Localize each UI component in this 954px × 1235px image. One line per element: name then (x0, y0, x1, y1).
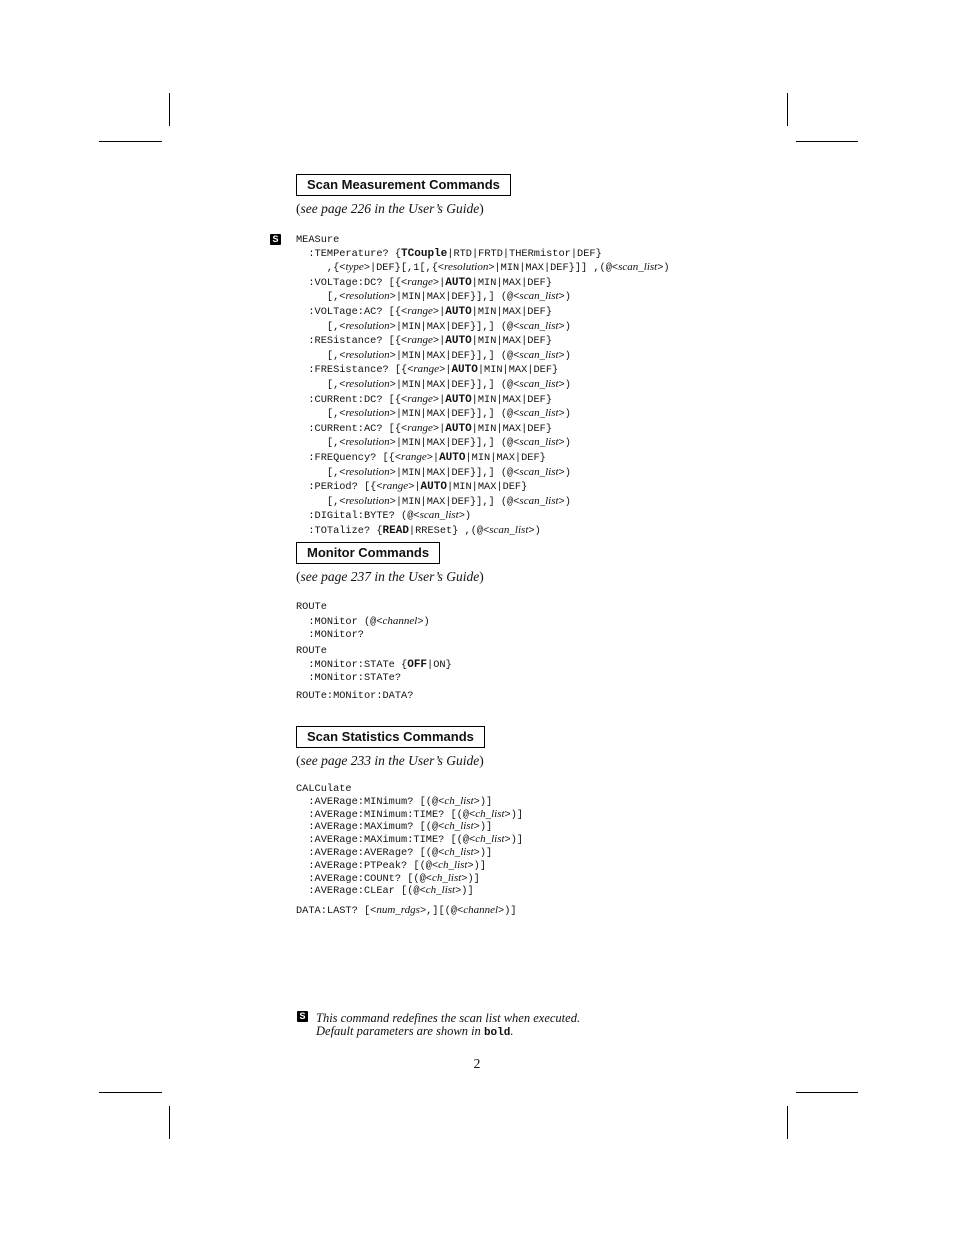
route-root: ROUTe (296, 645, 327, 657)
footnote (316, 1012, 580, 1040)
section-title: Scan Measurement Commands (296, 174, 511, 196)
statistics-command-list: CALCulate :AVERage:MINimum? [(@<ch_list>)] :AVERage:MINimum:TIME? [(@<ch_list>)] :AVERage:MAXimum? [(@<ch_list>)] :AVERage:MAXimum:TIME? [(@<ch_list>)] :AVERage:AVERage? [(@<ch_list>)] :AVERage:PTPeak? [(@<ch_list>)] :AVERage:COUNt? [(@<ch_list>)] :AVERage:CLEar [(@<ch_list>)] (296, 783, 524, 898)
crop-mark (787, 1106, 788, 1139)
monitor-section (296, 542, 484, 585)
footnote-badge: S (297, 1011, 308, 1022)
crop-mark (169, 1106, 170, 1139)
section-title: Monitor Commands (296, 542, 440, 564)
monitor-command-list: ROUTe :MONitor (@<channel>) :MONitor? (296, 601, 430, 642)
crop-mark (796, 141, 858, 142)
crop-mark (99, 1092, 162, 1093)
scan-list-badge: S (270, 234, 281, 245)
scan-statistics-section (296, 726, 485, 769)
monitor-state-command-list: ROUTe :MONitor:STATe {OFF|ON} :MONitor:STATe? (296, 645, 452, 685)
data-last-command: DATA:LAST? [<num_rdgs>,][(@<channel>)] (296, 904, 517, 917)
see-page-reference: (see page 233 in the User’s Guide) (296, 753, 484, 768)
monitor-data-command: ROUTe:MONitor:DATA? (296, 690, 414, 702)
measure-command-list: MEASure :TEMPerature? {TCouple|RTD|FRTD|THERmistor|DEF} ,{<type>|DEF}[,1[,{<resolution>|MIN|MAX|DEF}]] ,(@<scan_list>) :VOLTage:DC? [{<range>|AUTO|MIN|MAX|DEF} [,<resolution>|MIN|MAX|DEF}],] (@<scan_list>) :VOLTage:AC? [{<range>|AUTO|MIN|MAX|DEF} [,<resolution>|MIN|MAX|DEF}],] (@<scan_list>) :RESistance? [{<range>|AUTO|MIN|MAX|DEF} [,<resolution>|MIN|MAX|DEF}],] (@<scan_list>) :FRESistance? [{<range>|AUTO|MIN|MAX|DEF} [,<resolution>|MIN|MAX|DEF}],] (@<scan_list>) :CURRent:DC? [{<range>|AUTO|MIN|MAX|DEF} [,<resolution>|MIN|MAX|DEF}],] (@<scan_list>) :CURRent:AC? [{<range>|AUTO|MIN|MAX|DEF} [,<resolution>|MIN|MAX|DEF}],] (@<scan_list>) :FREQuency? [{<range>|AUTO|MIN|MAX|DEF} [,<resolution>|MIN|MAX|DEF}],] (@<scan_list>) :PERiod? [{<range>|AUTO|MIN|MAX|DEF} [,<resolution>|MIN|MAX|DEF}],] (@<scan_list>) :DIGital:BYTE? (@<scan_list>) :TOTalize? {READ|RRESet} ,(@<scan_list>) (296, 234, 670, 537)
see-page-reference: (see page 237 in the User’s Guide) (296, 569, 484, 584)
calculate-root: CALCulate (296, 783, 352, 795)
crop-mark (99, 141, 162, 142)
crop-mark (787, 93, 788, 126)
footnote-line-1: This command redefines the scan list when executed. (316, 1011, 581, 1025)
page-number: 2 (473, 1056, 481, 1071)
see-page-reference: (see page 226 in the User’s Guide) (296, 201, 484, 216)
footnote-line-2: Default parameters are shown in bold. (316, 1024, 514, 1039)
section-title: Scan Statistics Commands (296, 726, 485, 748)
route-root: ROUTe (296, 601, 327, 613)
scan-measurement-section (296, 174, 511, 217)
measure-root: MEASure (296, 234, 340, 246)
crop-mark (796, 1092, 858, 1093)
crop-mark (169, 93, 170, 126)
